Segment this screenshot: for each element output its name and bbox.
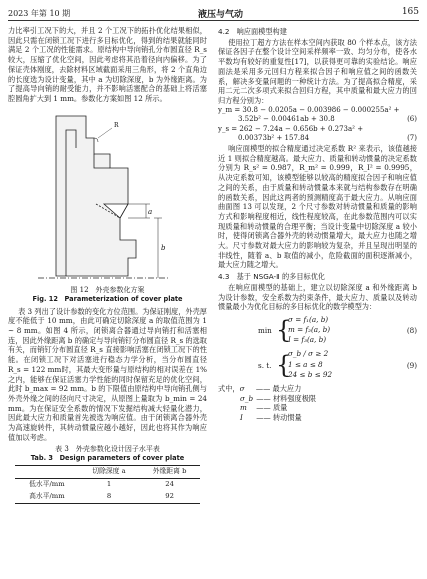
symbol-description: —— 转动惯量 — [256, 412, 302, 422]
equation-line: σ_b / σ ≥ 2 — [288, 348, 329, 358]
table-row — [15, 479, 200, 491]
symbol: I — [240, 412, 243, 422]
table-cell: 高水平/mm — [15, 491, 79, 503]
figure-caption-cn: 图 12 外壳参数化方案 — [70, 285, 145, 294]
equation-line: I = f₃(a, b) — [288, 334, 327, 344]
fillet-label: R — [114, 121, 119, 129]
left-brace: { — [276, 350, 292, 379]
symbol-description: —— 质量 — [256, 403, 288, 413]
equation-7 — [218, 125, 417, 144]
header-rule — [8, 20, 419, 21]
table-cell: 8 — [79, 491, 139, 503]
equation-9 — [218, 348, 417, 384]
symbol-definitions — [218, 384, 417, 422]
section-heading: 4.2 响应面模型构建 — [218, 27, 287, 36]
right-column — [218, 26, 417, 422]
paragraph: 使用拉丁超方方法在样本空间内获取 80 个样本点，该方法保证各因子在整个设计空间采样频率一致、均匀分布，使各水平数均有较好的重复性[17]，以获得更可靠的实验结论。响应面法是采用多元回归方程来拟合因子和响应值之间的函数关系，解决多变量问题的一种统计方法。为了提高拟合精度，采用二元二次多项式来拟合回归方程，其中质量和最大应力的回归方程分别为： — [218, 37, 417, 105]
equation-number: (9) — [406, 360, 417, 370]
equation-line: 0.00373b² + 157.84 — [238, 134, 310, 143]
paragraph: 响应面模型的拟合精度通过决定系数 R² 来表示，该值越接近 1 则拟合精度越高。最大应力、质量和转动惯量的决定系数分别为 R_s² = 0.987，R_m² = 0.999，R_I² = 0.9995，从决定系数可知，该模型能够以较高的精度拟合因子和响应值之间的关系，由于质量和转动惯量本来就与结构参数存在明确的函数关系，因此这两者的预测精度高于最大应力。从响应面曲面图 13 可以发现，2 个尺寸参数对转动惯量和质量的影响方式和影响程度相近，线性程度较高，在此参数范围内可以实现质量和转动惯量的合理平衡；当设计变量中切除深度 a 较小时，使得闭锁离合器外壳的转动惯量增大，最大应力也随之增大。尺寸参数对最大应力的影响较为复杂，并且呈现出明显的非线性，随着 a、b 取值的减小，危险截面的面积逐渐减小，最大应力随之增大。 — [218, 144, 417, 270]
equation-8 — [218, 314, 417, 348]
where-intro: 式中， — [218, 383, 240, 393]
symbol-description: —— 最大应力 — [255, 383, 302, 393]
min-label: min — [258, 325, 272, 335]
equation-line: 24 ≤ b ≤ 92 — [288, 369, 333, 379]
equation-line: 3.52b² − 0.00461ab + 30.8 — [238, 115, 335, 124]
dimension-b-label: b — [161, 243, 166, 252]
equation-line: y_s = 262 − 7.24a − 0.656b + 0.273a² + — [218, 124, 364, 133]
table-cell: 24 — [165, 480, 174, 489]
equation-number: (6) — [407, 115, 417, 124]
equation-line: m = f₂(a, b) — [288, 324, 331, 334]
dimension-a-label: a — [148, 207, 153, 216]
left-brace: { — [276, 315, 292, 344]
equation-line: y_m = 30.8 − 0.0205a − 0.003986 − 0.000255a² + — [218, 105, 400, 114]
journal-title: 液压与气动 — [198, 10, 244, 20]
left-column — [8, 26, 207, 504]
st-label: s. t. — [258, 360, 272, 370]
symbol-description: —— 材料强度极限 — [256, 393, 317, 403]
equation-6 — [218, 106, 417, 125]
figure-caption-en: Fig. 12 Parameterization of cover plate — [32, 294, 183, 303]
equation-number: (8) — [406, 325, 417, 335]
equation-number: (7) — [407, 134, 417, 143]
symbol: σ_b — [240, 393, 254, 403]
running-header — [8, 6, 419, 20]
page-number: 165 — [401, 7, 419, 17]
table-cell: 1 — [106, 480, 112, 489]
table-header-cell: 切除深度 a — [79, 466, 139, 479]
cover-plate-section-drawing — [8, 108, 207, 286]
equation-line: σ = f₁(a, b) — [288, 314, 329, 324]
paragraph: 力比率引工况下的大，并且 2 个工况下的拓扑优化结果相似，因此只需在闭锁工况下进行多目标优化，得到的结果就能同时满足 2 个工况的性能需求。原结构中导向销孔分布圆直径 R_s 较大，压缩了优化空间，因此考虑将其沿着径向内偏移。为了保证壳体刚度，去除材料区域截面采用三角形，将 2 个直角边的长度选为设计变量，其中 a 为切除深度，b 为外缘距离。为了提高导向销的耐受能力，并不影响活塞配合的基础上将活塞腔圆角扩大到 1 mm。参数化方案如图 12 所示。 — [8, 26, 207, 103]
symbol: σ — [239, 383, 245, 393]
figure-12 — [8, 108, 207, 286]
table-row — [15, 491, 200, 503]
table-cell: 92 — [139, 491, 200, 503]
table-cell: 低水平/mm — [29, 480, 65, 489]
equation-line: 1 ≤ a ≤ 8 — [288, 359, 323, 369]
symbol: m — [240, 403, 247, 413]
paragraph: 表 3 列出了设计参数的变化方位范围。为保证刚度，外壳厚度不能低于 10 mm，由此可确定切除深度 a 的取值范围为 1 ~ 8 mm。如图 4 所示，闭锁离合器通过导向销打和活塞相连，因此外缘距离 b 的确定与导向销钉分布圆直径 R_s 的选取有关，而销钉分布圆直径 R_s 直接影响活塞在闭锁工况下的性能。在闭锁工况下对活塞进行稳态力学分析，当分布圆直径 R_s = 122 mm时，其最大变形量与原结构的相对误差在 1% 之内，能够在保证活塞力学性能的同时保留充足的优化空间，此时 b_max = 92 mm。b 的下限值由原结构中导向销孔侧与外壳外缘之间的径向尺寸决定，从原图上量取为 b_min = 24 mm。为在保证安全系数的情况下发掘结构减大轻量化潜力，因此最大应力和质量首先被选为响应值。由于闭锁离合器外壳为高速旋转件，其转动惯量应越小越好，因此也将其作为响应值加以考虑。 — [8, 306, 207, 442]
section-heading: 4.3 基于 NSGA-Ⅱ 的多目标优化 — [218, 272, 326, 282]
issue-label: 2023 年第 10 期 — [8, 9, 71, 18]
paragraph: 在响应面模型的基础上，建立以切除深度 a 和外缘距离 b 为设计参数，安全系数为约束条件，最大应力、质量以及转动惯量最小为优化目标的多目标优化的数学模型为： — [218, 282, 417, 312]
table-3 — [15, 465, 200, 503]
table-title-en: Tab. 3 Design parameters of cover plate — [30, 454, 185, 463]
table-header-cell — [15, 466, 79, 479]
table-header-cell: 外缘距离 b — [139, 466, 200, 479]
table-title-cn: 表 3 外壳参数化设计因子水平表 — [55, 445, 160, 454]
